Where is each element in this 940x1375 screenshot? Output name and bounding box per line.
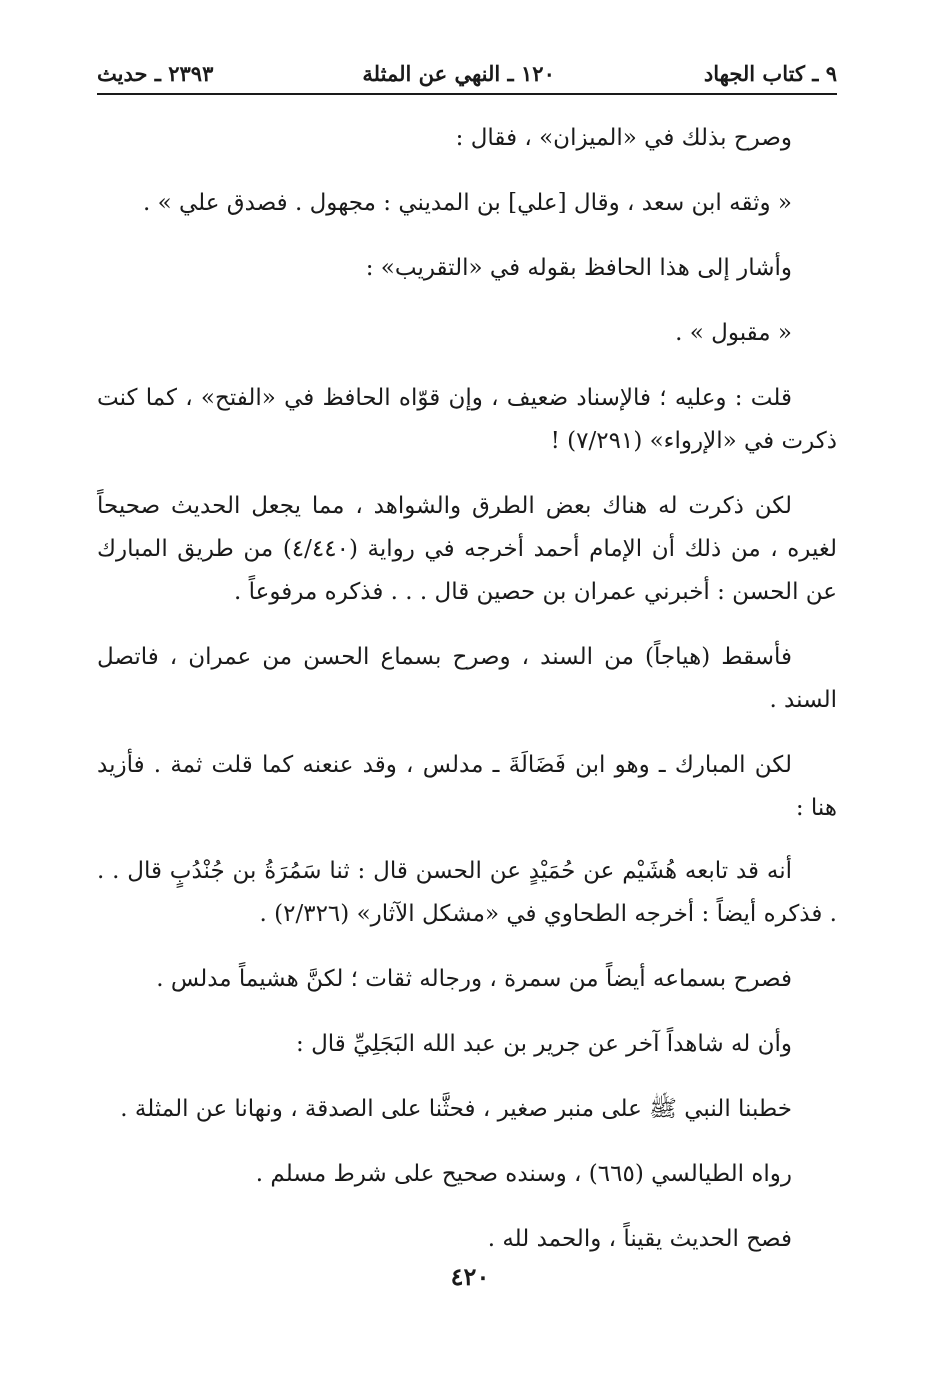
running-header <box>97 55 837 91</box>
header-chapter: ٩ ـ كتاب الجهاد <box>703 60 837 86</box>
paragraph: فصرح بسماعه أيضاً من سمرة ، ورجاله ثقات ؛ لكنَّ هشيماً مدلس . <box>156 966 792 992</box>
header-hadith-number: ٢٣٩٣ ـ حديث <box>97 60 214 86</box>
paragraph: رواه الطيالسي (٦٦٥) ، وسنده صحيح على شرط مسلم . <box>255 1161 792 1187</box>
paragraph: خطبنا النبي ﷺ على منبر صغير ، فحثَّنا على الصدقة ، ونهانا عن المثلة . <box>120 1096 792 1122</box>
paragraph: « مقبول » . <box>675 320 792 346</box>
paragraph: وأشار إلى هذا الحافظ بقوله في «التقريب» : <box>365 255 792 281</box>
paragraph: « وثقه ابن سعد ، وقال [علي] بن المديني : مجهول . فصدق علي » . <box>142 190 792 216</box>
paragraph: وصرح بذلك في «الميزان» ، فقال : <box>455 125 792 151</box>
paragraph: قلت : وعليه ؛ فالإسناد ضعيف ، وإن قوّاه الحافظ في «الفتح» ، كما كنت ذكرت في «الإرواء» (٧/٢٩١) ! <box>97 385 837 454</box>
header-divider <box>97 93 837 95</box>
page-content <box>97 55 837 1261</box>
paragraph: لكن المبارك ـ وهو ابن فَضَالَةَ ـ مدلس ، وقد عنعنه كما قلت ثمة . فأزيد هنا : <box>97 752 837 821</box>
paragraph: لكن ذكرت له هناك بعض الطرق والشواهد ، مما يجعل الحديث صحيحاً لغيره ، من ذلك أن الإمام أحمد أخرجه في رواية (٤/٤٤٠) من طريق المبارك عن الحسن : أخبرني عمران بن حصين قال . . . فذكره مرفوعاً . <box>97 493 837 605</box>
header-section: ١٢٠ ـ النهي عن المثلة <box>362 60 555 86</box>
body-text <box>97 117 837 1261</box>
paragraph: أنه قد تابعه هُشَيْم عن حُمَيْدٍ عن الحسن قال : ثنا سَمُرَةُ بن جُنْدُبٍ قال . . . فذكره أيضاً : أخرجه الطحاوي في «مشكل الآثار» (٢/٣٢٦) . <box>97 858 837 927</box>
page-number: ٤٢٠ <box>450 1262 490 1291</box>
paragraph: فصح الحديث يقيناً ، والحمد لله . <box>487 1226 792 1252</box>
paragraph: فأسقط (هياجاً) من السند ، وصرح بسماع الحسن من عمران ، فاتصل السند . <box>97 644 837 713</box>
paragraph: وأن له شاهداً آخر عن جرير بن عبد الله البَجَلِيِّ قال : <box>296 1031 792 1057</box>
